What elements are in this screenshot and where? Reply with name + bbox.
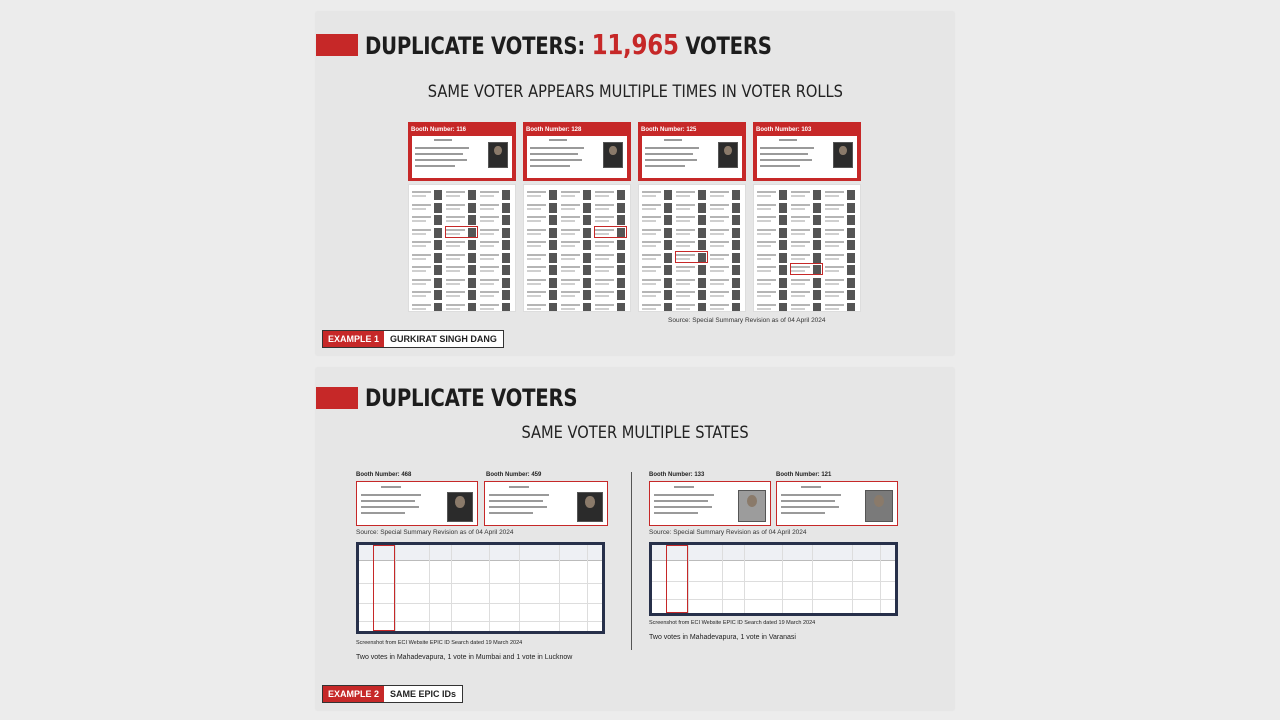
voter-photo bbox=[577, 492, 603, 522]
voter-photo bbox=[718, 142, 738, 168]
voter-roll-page bbox=[523, 184, 631, 312]
slide2-subtitle: SAME VOTER MULTIPLE STATES bbox=[521, 423, 749, 443]
booth-panel bbox=[753, 122, 861, 312]
title-accent-bar bbox=[316, 34, 358, 56]
right-source: Source: Special Summary Revision as of 04 April 2024 bbox=[649, 529, 807, 536]
left-epic-table bbox=[356, 542, 605, 634]
booth-number: Booth Number: 103 bbox=[756, 127, 812, 133]
voter-photo bbox=[833, 142, 853, 168]
example-1-tag bbox=[322, 330, 504, 348]
example-label: EXAMPLE 2 bbox=[323, 686, 384, 702]
slide2-title: DUPLICATE VOTERS bbox=[365, 384, 578, 412]
right-caption: Two votes in Mahadevapura, 1 vote in Varanasi bbox=[649, 634, 796, 641]
title-prefix: DUPLICATE VOTERS: bbox=[365, 32, 585, 60]
voter-roll-page bbox=[638, 184, 746, 312]
right-booth-b: Booth Number: 121 bbox=[776, 472, 832, 478]
left-voter-card-b bbox=[484, 481, 608, 526]
slide1-source: Source: Special Summary Revision as of 04 April 2024 bbox=[668, 317, 826, 324]
slide-example-2 bbox=[316, 368, 954, 710]
right-epic-table bbox=[649, 542, 898, 616]
right-voter-card-b bbox=[776, 481, 898, 526]
right-voter-card-a bbox=[649, 481, 771, 526]
example-name: GURKIRAT SINGH DANG bbox=[390, 334, 497, 344]
left-screenshot-note: Screenshot from ECI Website EPIC ID Search dated 19 March 2024 bbox=[356, 640, 523, 646]
left-source: Source: Special Summary Revision as of 04 April 2024 bbox=[356, 529, 514, 536]
left-booth-a: Booth Number: 468 bbox=[356, 472, 412, 478]
booth-card bbox=[753, 122, 861, 181]
slide1-subtitle: SAME VOTER APPEARS MULTIPLE TIMES IN VOTER ROLLS bbox=[427, 82, 843, 102]
highlighted-entry bbox=[445, 226, 478, 238]
voter-photo bbox=[738, 490, 766, 522]
slide-example-1 bbox=[316, 12, 954, 355]
left-caption: Two votes in Mahadevapura, 1 vote in Mumbai and 1 vote in Lucknow bbox=[356, 654, 573, 661]
booth-number: Booth Number: 116 bbox=[411, 127, 467, 133]
title-accent-bar bbox=[316, 387, 358, 409]
title-suffix: VOTERS bbox=[685, 32, 772, 60]
right-screenshot-note: Screenshot from ECI Website EPIC ID Search dated 19 March 2024 bbox=[649, 620, 816, 626]
booth-panel bbox=[523, 122, 631, 312]
voter-roll-page bbox=[408, 184, 516, 312]
example-2-tag bbox=[322, 685, 463, 703]
booth-number: Booth Number: 125 bbox=[641, 127, 697, 133]
voter-photo bbox=[865, 490, 893, 522]
voter-roll-page bbox=[753, 184, 861, 312]
booth-number: Booth Number: 128 bbox=[526, 127, 582, 133]
highlighted-entry bbox=[675, 251, 708, 263]
slide2-title-row bbox=[316, 384, 624, 412]
booth-card bbox=[638, 122, 746, 181]
voter-photo bbox=[488, 142, 508, 168]
booth-card bbox=[408, 122, 516, 181]
right-booth-a: Booth Number: 133 bbox=[649, 472, 705, 478]
voter-photo bbox=[447, 492, 473, 522]
left-booth-b: Booth Number: 459 bbox=[486, 472, 542, 478]
left-voter-card-a bbox=[356, 481, 478, 526]
slide1-title-row bbox=[316, 28, 861, 61]
voter-photo bbox=[603, 142, 623, 168]
highlighted-entry bbox=[790, 263, 823, 275]
group-divider bbox=[631, 472, 632, 650]
example-label: EXAMPLE 1 bbox=[323, 331, 384, 347]
highlighted-entry bbox=[594, 226, 627, 238]
booth-card bbox=[523, 122, 631, 181]
slide1-title bbox=[365, 28, 772, 61]
example-name: SAME EPIC IDs bbox=[390, 689, 457, 699]
duplicate-count: 11,965 bbox=[591, 28, 679, 61]
booth-panel bbox=[638, 122, 746, 312]
booth-panel bbox=[408, 122, 516, 312]
